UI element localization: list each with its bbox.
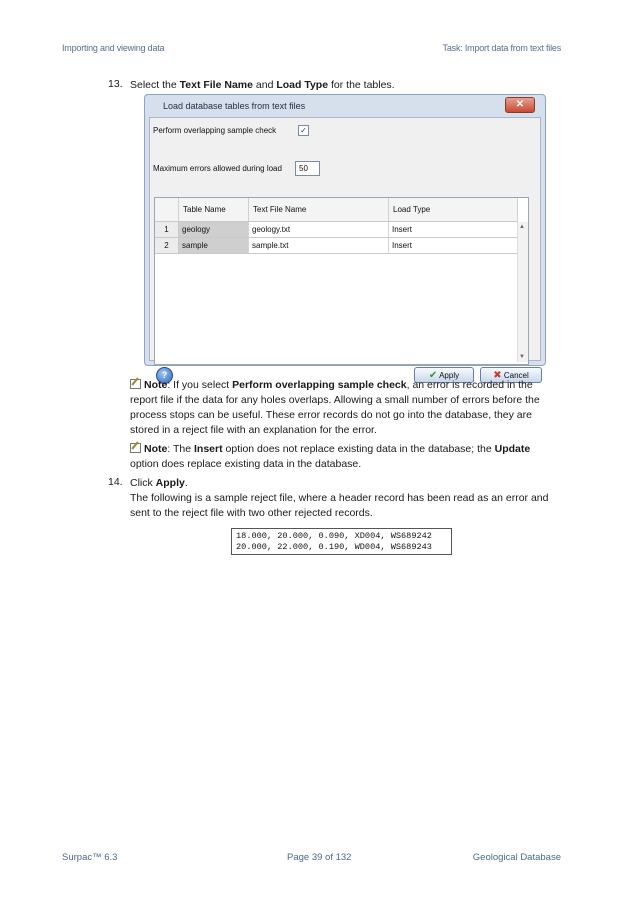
step-14-line: The following is a sample reject file, where a header record has been read as an error and xyxy=(130,492,549,504)
max-errors-label: Maximum errors allowed during load xyxy=(153,164,282,173)
apply-button-label: Apply xyxy=(439,371,460,381)
note-bold-insert: Insert xyxy=(194,443,223,455)
scroll-up-icon[interactable]: ▲ xyxy=(519,224,525,230)
step-14-part: Click xyxy=(130,477,156,489)
note-line: process stops can be useful. These error records do not go into the database, they are xyxy=(130,409,532,421)
cell-load-type[interactable]: Insert xyxy=(389,238,518,254)
tables-grid xyxy=(154,197,529,365)
row-number[interactable]: 1 xyxy=(155,222,179,238)
note-label: Note xyxy=(144,443,168,455)
footer-page-number: Page 39 of 132 xyxy=(287,852,352,863)
scroll-down-icon[interactable]: ▼ xyxy=(519,354,525,360)
step-13-bold-text-file-name: Text File Name xyxy=(179,79,253,91)
checkmark-icon: ✔ xyxy=(428,370,438,381)
step-14-line: sent to the reject file with two other rejected records. xyxy=(130,507,373,519)
dialog-title: Load database tables from text files xyxy=(163,101,306,111)
overlap-check-label: Perform overlapping sample check xyxy=(153,126,277,135)
cancel-button-label: Cancel xyxy=(503,371,529,381)
help-icon[interactable]: ? xyxy=(156,367,173,384)
running-header-left: Importing and viewing data xyxy=(62,43,165,53)
note-bold-update: Update xyxy=(494,443,531,455)
note-label: Note xyxy=(144,379,168,391)
step-13-part: Select the xyxy=(130,79,180,91)
column-header-load-type[interactable]: Load Type xyxy=(389,198,518,222)
note-1 xyxy=(130,378,570,438)
close-button[interactable]: ✕ xyxy=(505,97,535,113)
note-text: option does not replace existing data in the database; the xyxy=(222,443,495,455)
grid-vertical-scrollbar[interactable] xyxy=(517,222,528,362)
row-number[interactable]: 2 xyxy=(155,238,179,254)
cell-table-name: geology xyxy=(179,222,249,238)
cell-load-type[interactable]: Insert xyxy=(389,222,518,238)
step-13-part: and xyxy=(252,79,277,91)
reject-line: 20.000, 22.000, 0.190, WD004, WS689243 xyxy=(236,542,432,552)
step-13-bold-load-type: Load Type xyxy=(276,79,329,91)
column-header-table-name[interactable]: Table Name xyxy=(179,198,249,222)
cell-text-file-name[interactable]: sample.txt xyxy=(249,238,389,254)
cell-text-file-name[interactable]: geology.txt xyxy=(249,222,389,238)
note-2 xyxy=(130,442,570,472)
overlap-checkbox[interactable]: ✓ xyxy=(298,125,309,136)
dialog-body xyxy=(149,117,541,381)
column-header-text-file-name[interactable]: Text File Name xyxy=(249,198,389,222)
running-header-right: Task: Import data from text files xyxy=(442,43,561,53)
max-errors-input[interactable]: 50 xyxy=(295,161,320,176)
step-14-text xyxy=(130,476,570,521)
step-14-bold-apply: Apply xyxy=(155,477,185,489)
reject-file-sample xyxy=(231,528,452,555)
note-text: : The xyxy=(167,443,194,455)
step-13-part: for the tables. xyxy=(328,79,395,91)
note-line: stored in a reject file with an explanation for the error. xyxy=(130,424,377,436)
footer-section: Geological Database xyxy=(472,852,561,863)
footer-product: Surpac™ 6.3 xyxy=(62,852,118,863)
load-tables-dialog xyxy=(144,94,546,381)
note-text: , an error is recorded in the xyxy=(406,379,533,391)
note-pencil-icon xyxy=(130,379,141,389)
reject-line: 18.000, 20.000, 0.090, XD004, WS689242 xyxy=(236,531,432,541)
step-13-text xyxy=(130,78,395,93)
step-14-number: 14. xyxy=(108,476,123,488)
note-line: option does replace existing data in the database. xyxy=(130,458,362,470)
cell-table-name: sample xyxy=(179,238,249,254)
note-line: report file if the data for any holes overlaps. Allowing a small number of errors before the xyxy=(130,394,540,406)
note-text: : If you select xyxy=(167,379,233,391)
note-bold-option: Perform overlapping sample check xyxy=(232,379,407,391)
step-14-part: . xyxy=(184,477,188,489)
note-pencil-icon xyxy=(130,443,141,453)
grid-corner xyxy=(155,198,179,222)
step-13-number: 13. xyxy=(108,78,123,90)
cross-icon: ✖ xyxy=(493,370,502,381)
